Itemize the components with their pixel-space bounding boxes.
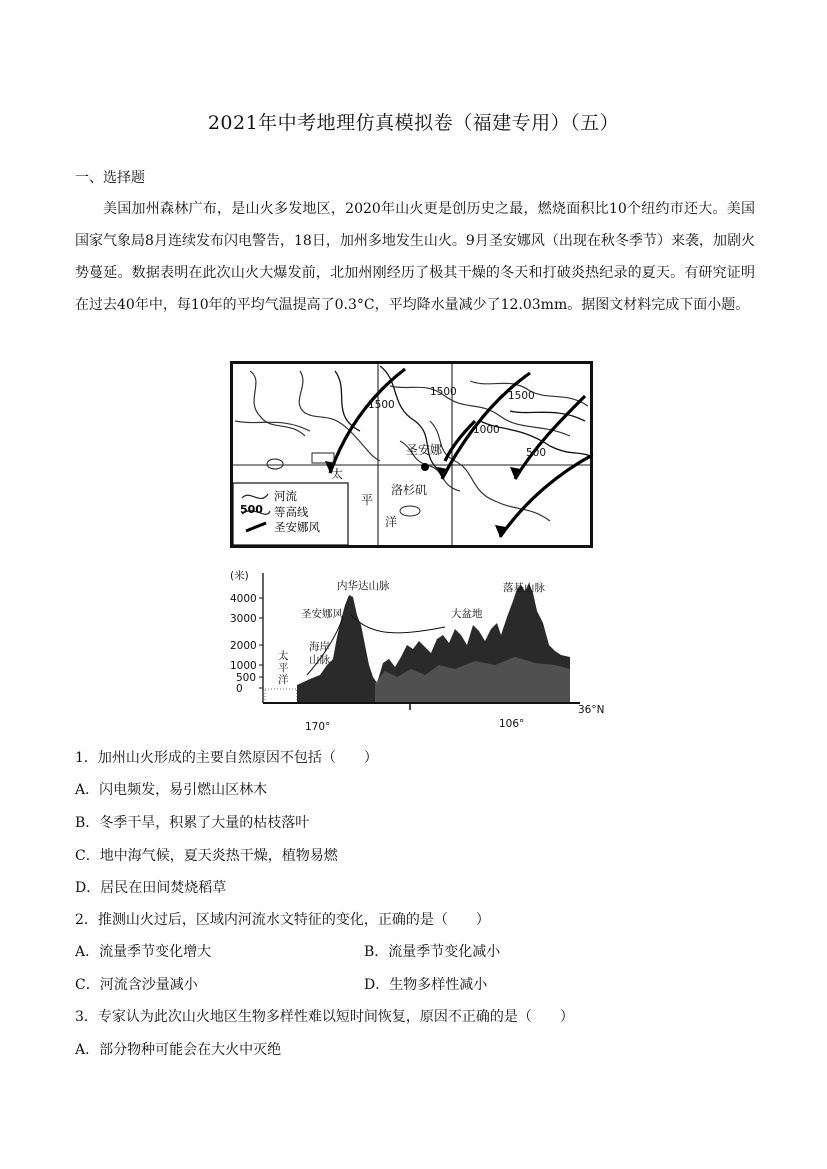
option: B．流量季节变化减小 [364, 944, 501, 960]
ocean-label: 洋 [385, 515, 398, 529]
option: D．生物多样性减小 [364, 977, 488, 993]
x-tick: 106° [499, 718, 525, 730]
label-great-basin: 大盆地 [451, 608, 483, 620]
section-heading: 一、选择题 [75, 170, 145, 186]
y-tick: 0 [236, 683, 243, 695]
label-wind: 圣安娜风 [301, 608, 343, 620]
page-title: 2021年中考地理仿真模拟卷（福建专用）（五） [207, 112, 620, 134]
ocean-label: 平 [361, 493, 374, 507]
map-legend [233, 483, 348, 545]
intro-paragraph: 美国加州森林广布，是山火多发地区，2020年山火更是创历史之最，燃烧面积比10个纽约市还大。美国国家气象局8月连续发布闪电警告，18日，加州多地发生山火。9月圣安娜风（出现在秋冬季节）来袭，加剧火势蔓延。数据表明在此次山火大爆发前，北加州刚经历了极其干燥的冬天和打破炎热纪录的夏天。有研究证明在过去40年中，每10年的平均气温提高了0.3°C，平均降水量减少了12.03mm。据图文材料完成下面小题。 [75, 201, 755, 313]
latitude-label: 36°N [578, 704, 605, 716]
option: A．闪电频发，易引燃山区林木 [75, 782, 268, 798]
option: B．冬季干旱，积累了大量的枯枝落叶 [75, 815, 310, 831]
y-tick: 500 [236, 672, 257, 684]
question-stem: 3．专家认为此次山火地区生物多样性难以短时间恢复，原因不正确的是（ ） [75, 1009, 574, 1025]
contour-label: 1500 [508, 390, 535, 402]
question-stem: 1．加州山火形成的主要自然原因不包括（ ） [75, 750, 378, 766]
contour-label: 1500 [368, 399, 395, 411]
contour-label: 1000 [473, 424, 500, 436]
y-tick: 3000 [230, 613, 257, 625]
legend-contour: 等高线 [274, 505, 309, 519]
option: A．部分物种可能会在大火中灭绝 [75, 1042, 282, 1058]
terrain-profile-figure [225, 565, 610, 735]
x-tick: 170° [305, 721, 331, 733]
label-nevada: 内华达山脉 [337, 580, 390, 592]
option: D．居民在田间焚烧稻草 [75, 880, 227, 896]
map-figure [230, 361, 593, 548]
y-axis-unit: (米) [230, 570, 249, 582]
label-ocean: 太 [278, 650, 289, 662]
label-ocean: 洋 [278, 674, 289, 686]
legend-river: 河流 [274, 489, 297, 503]
option: C．河流含沙量减小 [75, 977, 198, 993]
y-tick: 4000 [230, 593, 257, 605]
y-tick: 2000 [230, 640, 257, 652]
legend-contour-value: 500 [240, 503, 263, 516]
label-rocky: 落基山脉 [503, 582, 545, 594]
question-stem: 2．推测山火过后，区域内河流水文特征的变化，正确的是（ ） [75, 912, 490, 928]
label-coast-range: 海岸 [309, 641, 330, 653]
y-tick: 1000 [230, 660, 257, 672]
option: C．地中海气候，夏天炎热干燥，植物易燃 [75, 848, 338, 864]
city-los-angeles: 洛杉矶 [391, 483, 428, 497]
ocean-label: 太 [331, 467, 344, 481]
label-coast-range-2: 山脉 [309, 654, 330, 666]
contour-label: 500 [526, 447, 547, 459]
label-ocean: 平 [278, 662, 289, 674]
legend-wind: 圣安娜风 [274, 520, 320, 534]
city-santa-ana: 圣安娜 [406, 443, 443, 457]
contour-label: 1500 [430, 386, 457, 398]
option: A．流量季节变化增大 [75, 944, 212, 960]
